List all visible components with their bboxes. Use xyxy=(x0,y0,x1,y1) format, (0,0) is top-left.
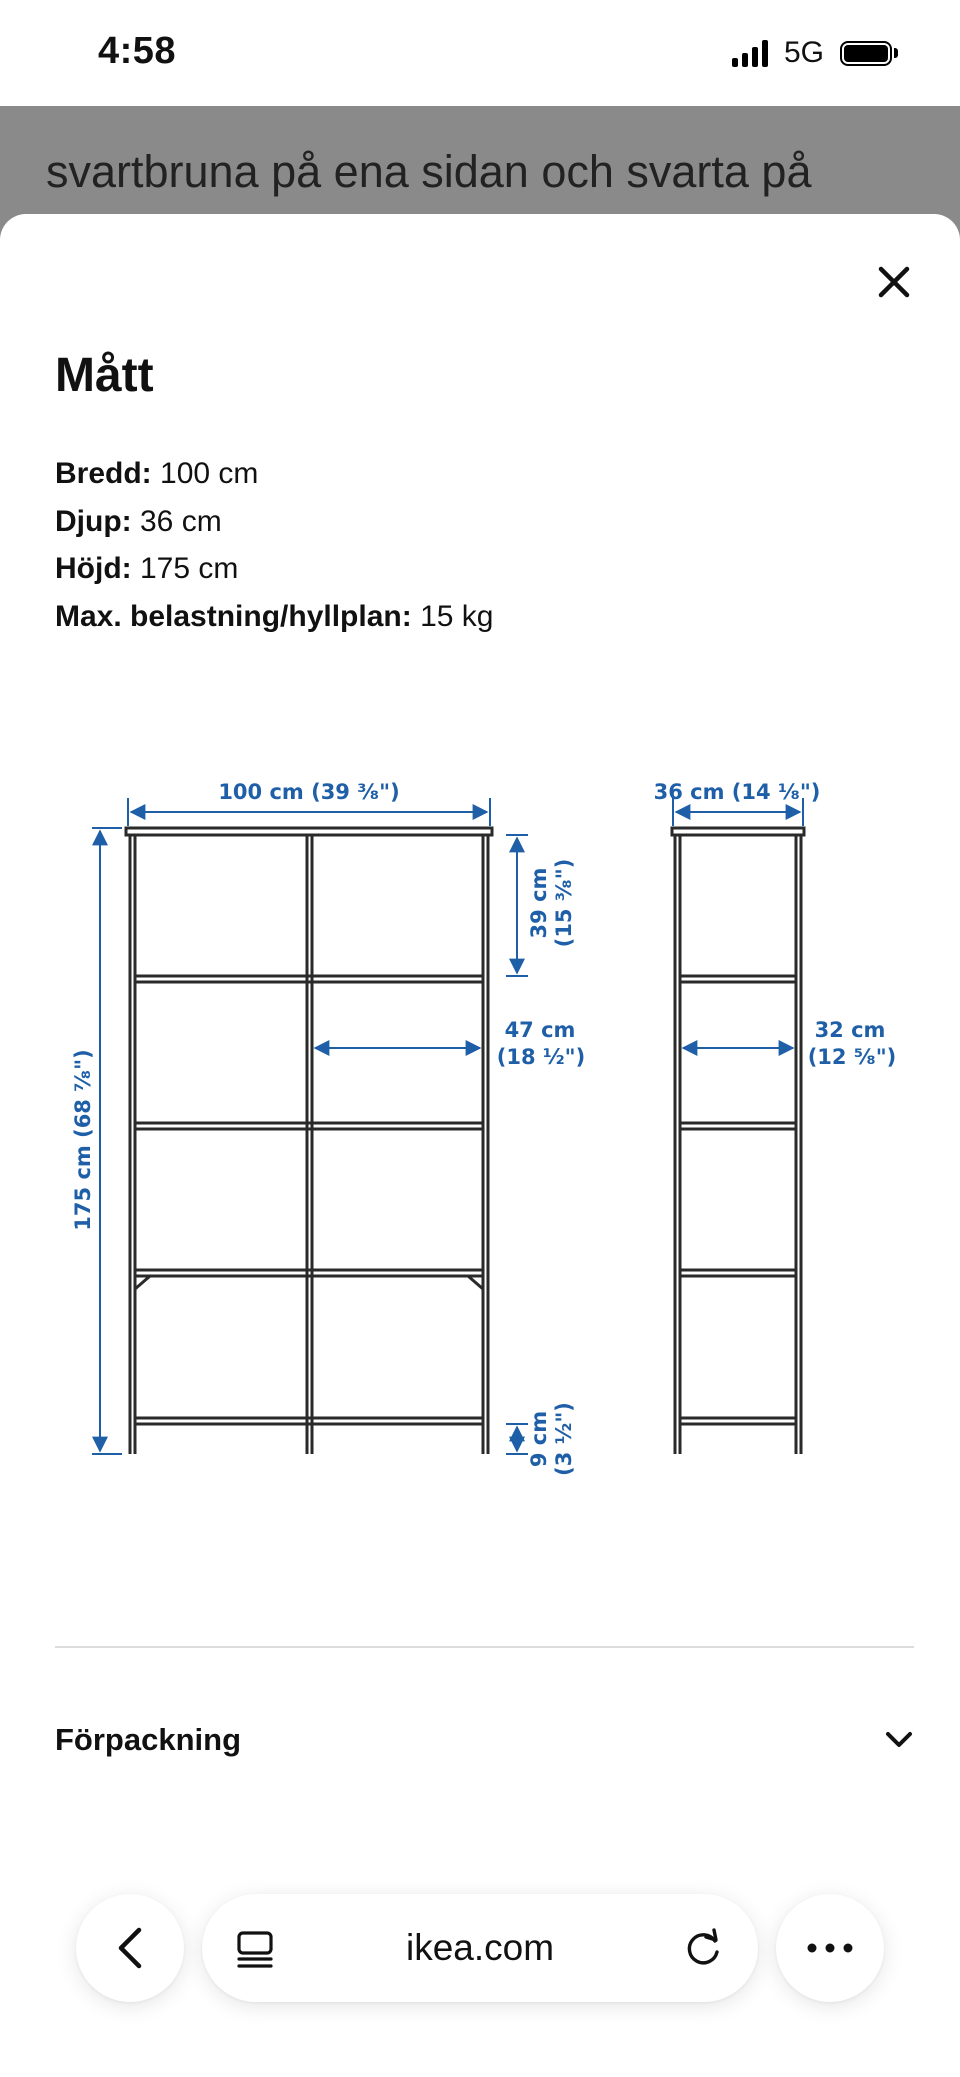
status-bar xyxy=(0,0,960,106)
background-text-line: svartbruna på ena sidan och svarta på xyxy=(46,146,812,197)
shelf-board xyxy=(135,1123,483,1129)
shelf-board xyxy=(135,1418,483,1424)
spec-value: 36 cm xyxy=(139,504,222,538)
spec-label: Djup: xyxy=(55,504,132,538)
status-time: 4:58 xyxy=(98,30,177,72)
spec-row xyxy=(55,498,493,546)
shelf-gap-label-line1: 39 cm xyxy=(527,867,551,939)
shelf-board xyxy=(680,976,796,982)
shelf-board xyxy=(680,1123,796,1129)
height-label: 175 cm (68 ⁷⁄₈") xyxy=(71,1049,95,1231)
spec-label: Max. belastning/hyllplan: xyxy=(55,599,412,633)
spec-row xyxy=(55,450,493,498)
shelf-board xyxy=(680,1418,796,1424)
divider xyxy=(55,1646,914,1648)
spec-list xyxy=(55,450,493,640)
back-button[interactable] xyxy=(76,1894,184,2002)
bottom-gap-label-line2: (3 ½") xyxy=(552,1402,576,1476)
more-icon xyxy=(807,1943,853,1953)
shelf-gap-label-line2: (15 ³⁄₈") xyxy=(552,858,576,948)
accordion-packaging[interactable] xyxy=(55,1704,914,1776)
width-label: 100 cm (39 ³⁄₈") xyxy=(218,780,400,804)
signal-icon xyxy=(732,39,768,67)
shelf-board xyxy=(135,1270,483,1276)
shelf-frame-front xyxy=(126,828,492,835)
chevron-down-icon xyxy=(884,1730,914,1750)
shelf-board xyxy=(680,1270,796,1276)
shelf-frame-side xyxy=(672,828,804,835)
reload-button[interactable] xyxy=(684,1928,724,1973)
spec-value: 15 kg xyxy=(420,599,494,633)
depth-label: 36 cm (14 ¹⁄₈") xyxy=(653,780,821,804)
dimensions-sheet xyxy=(0,214,960,2077)
reload-icon xyxy=(684,1928,724,1968)
battery-icon xyxy=(840,41,898,66)
bottom-gap-label-line1: 9 cm xyxy=(527,1410,551,1468)
close-button[interactable] xyxy=(864,252,924,312)
url-text: ikea.com xyxy=(405,1927,555,1968)
inner-depth-label-line2: (12 ⁵⁄₈") xyxy=(807,1045,897,1069)
inner-depth-label-line1: 32 cm xyxy=(814,1018,886,1042)
spec-row xyxy=(55,593,493,641)
close-icon xyxy=(877,265,911,299)
browser-toolbar xyxy=(0,1880,960,2020)
spec-row xyxy=(55,545,493,593)
shelf-board xyxy=(135,976,483,982)
accordion-label: Förpackning xyxy=(55,1722,242,1757)
spec-label: Bredd: xyxy=(55,457,152,490)
inner-width-label-line2: (18 ½") xyxy=(496,1045,586,1069)
status-indicators xyxy=(732,36,898,70)
network-label: 5G xyxy=(783,36,824,69)
inner-width-label-line1: 47 cm xyxy=(504,1018,576,1042)
spec-value: 100 cm xyxy=(160,457,259,490)
address-bar[interactable] xyxy=(202,1894,758,2002)
spec-value: 175 cm xyxy=(139,552,239,585)
spec-label: Höjd: xyxy=(55,552,132,585)
reader-button[interactable] xyxy=(236,1930,274,1975)
back-icon xyxy=(115,1926,145,1970)
page-title: Mått xyxy=(55,349,154,402)
dimension-diagram xyxy=(0,754,960,1784)
reader-icon xyxy=(236,1930,274,1970)
more-button[interactable] xyxy=(776,1894,884,2002)
